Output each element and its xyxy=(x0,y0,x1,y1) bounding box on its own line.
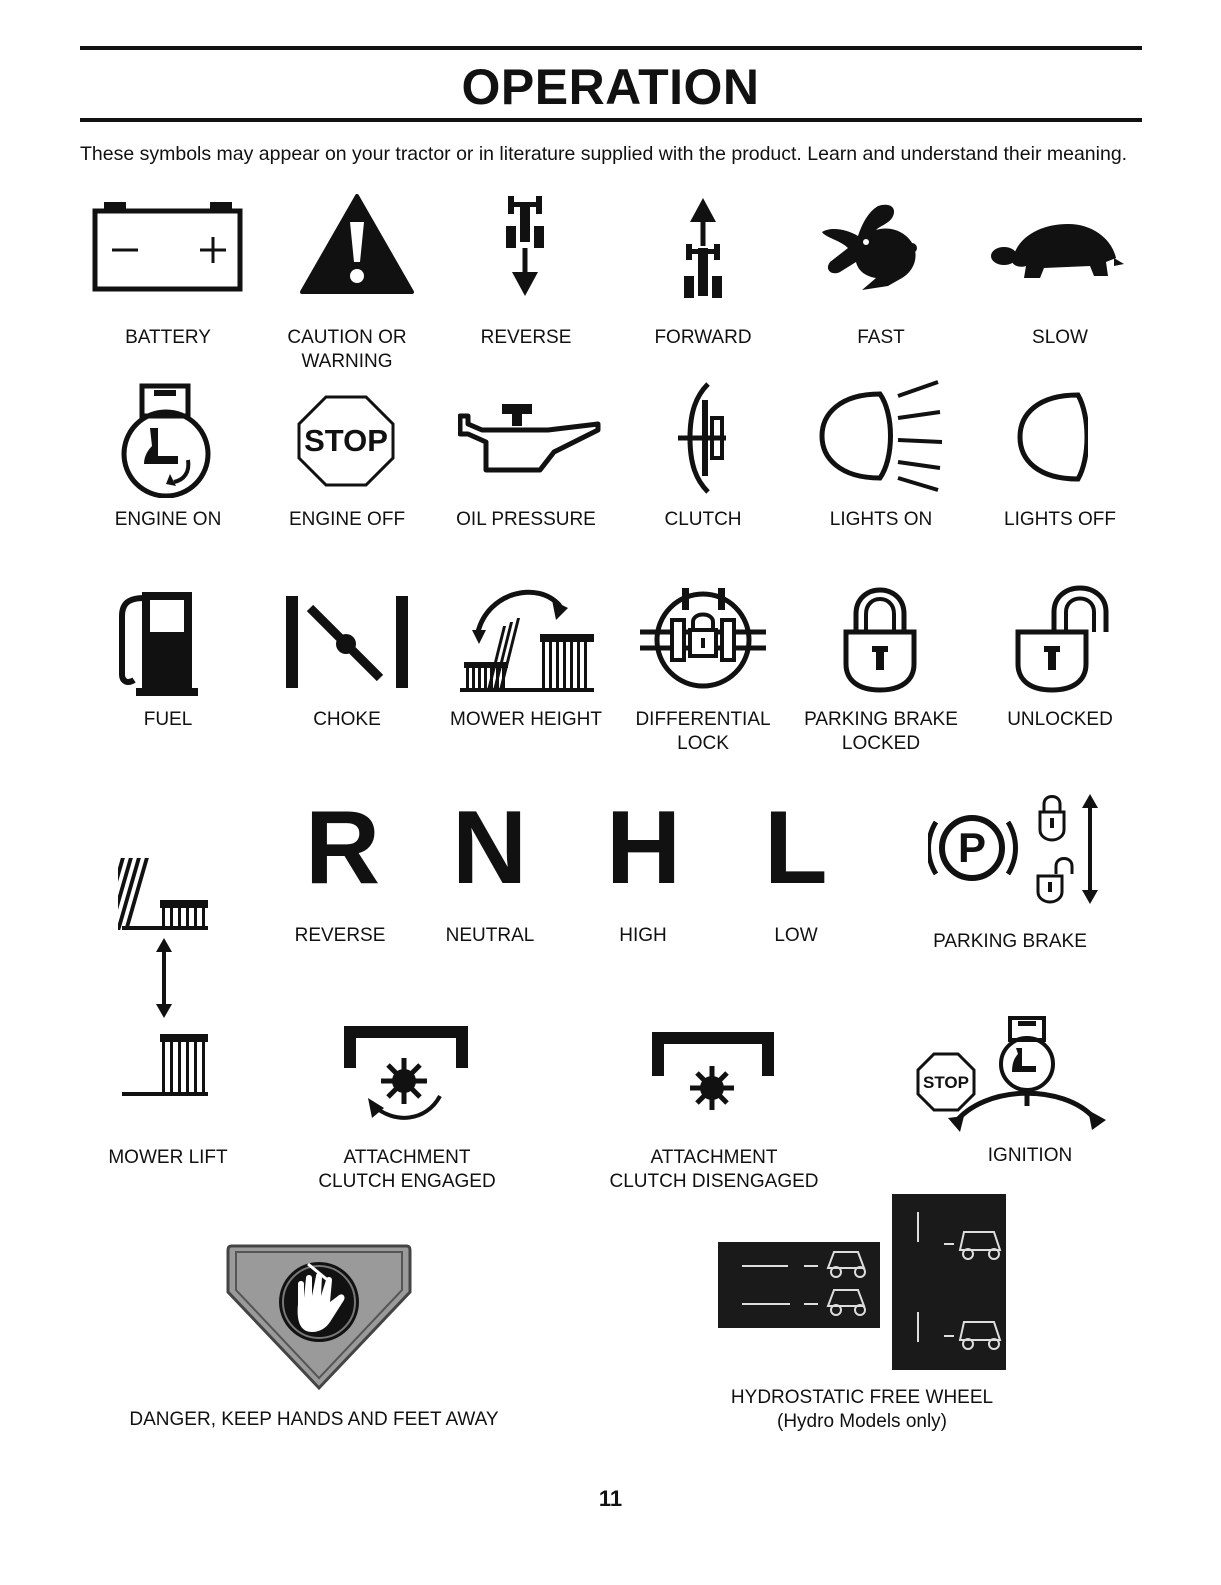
title-rule xyxy=(80,118,1142,122)
mower-height-icon xyxy=(456,582,596,694)
fast-label: FAST xyxy=(857,327,905,348)
fuel-pump-icon xyxy=(112,588,202,698)
danger-label: DANGER, KEEP HANDS AND FEET AWAY xyxy=(129,1409,499,1430)
reverse-direction-label: REVERSE xyxy=(480,327,572,348)
turtle-icon xyxy=(990,218,1126,284)
engine-off-label: ENGINE OFF xyxy=(288,509,406,530)
gear-l-letter: L xyxy=(764,790,828,906)
forward-label: FORWARD xyxy=(654,327,752,348)
caution-label: CAUTION OR WARNING xyxy=(287,327,407,372)
parking-brake-locked-label: PARKING BRAKE LOCKED xyxy=(804,709,958,754)
engine-on-icon xyxy=(114,380,218,498)
ignition-label: IGNITION xyxy=(987,1145,1073,1166)
rabbit-icon xyxy=(818,200,930,296)
mower-lift-icon xyxy=(118,854,214,1098)
stop-sign-text: STOP xyxy=(304,423,388,458)
oil-pressure-label: OIL PRESSURE xyxy=(456,509,596,530)
mower-height-label: MOWER HEIGHT xyxy=(450,709,602,730)
tractor-forward-arrow-icon xyxy=(678,196,728,302)
battery-icon xyxy=(92,200,244,294)
mower-lift-label: MOWER LIFT xyxy=(108,1147,228,1168)
clutch-icon xyxy=(674,382,730,494)
gear-h-letter: H xyxy=(606,790,682,906)
choke-icon xyxy=(282,594,412,690)
clutch-label: CLUTCH xyxy=(664,509,742,530)
ignition-icon xyxy=(914,1014,1108,1134)
lights-off-label: LIGHTS OFF xyxy=(1004,509,1116,530)
gear-r-letter: R xyxy=(305,790,381,906)
engine-on-label: ENGINE ON xyxy=(114,509,222,530)
hydro-label: HYDROSTATIC FREE WHEEL (Hydro Models only) xyxy=(730,1387,994,1432)
danger-hand-icon xyxy=(226,1242,412,1392)
choke-label: CHOKE xyxy=(313,709,381,730)
attachment-clutch-disengaged-icon xyxy=(652,1030,774,1112)
ignition-stop-text: STOP xyxy=(923,1073,969,1092)
gear-low-label: LOW xyxy=(774,925,818,946)
parking-brake-label: PARKING BRAKE xyxy=(933,931,1087,952)
hydrostatic-free-wheel-decal-icon xyxy=(718,1192,1008,1372)
page-title: OPERATION xyxy=(461,59,760,115)
differential-lock-icon xyxy=(638,584,768,694)
attachment-clutch-engaged-icon xyxy=(344,1024,468,1128)
tractor-reverse-arrow-icon xyxy=(500,192,550,300)
unlocked-label: UNLOCKED xyxy=(1007,709,1113,730)
gear-n-letter: N xyxy=(452,790,528,906)
stop-sign-icon xyxy=(296,394,396,488)
gear-high-label: HIGH xyxy=(619,925,667,946)
padlock-locked-icon xyxy=(842,584,918,694)
top-rule xyxy=(80,46,1142,50)
oil-can-icon xyxy=(458,402,602,474)
padlock-unlocked-icon xyxy=(1014,584,1110,694)
attachment-engaged-label: ATTACHMENT CLUTCH ENGAGED xyxy=(318,1147,496,1192)
slow-label: SLOW xyxy=(1032,327,1088,348)
headlight-on-icon xyxy=(818,376,946,496)
differential-lock-label: DIFFERENTIAL LOCK xyxy=(635,709,771,754)
parking-p-text: P xyxy=(957,824,987,871)
page-number: 11 xyxy=(598,1486,623,1511)
lights-on-label: LIGHTS ON xyxy=(829,509,933,530)
gear-neutral-label: NEUTRAL xyxy=(445,925,535,946)
warning-triangle-icon xyxy=(298,192,416,296)
battery-label: BATTERY xyxy=(125,327,211,348)
gear-reverse-label: REVERSE xyxy=(294,925,386,946)
parking-brake-icon xyxy=(928,790,1104,910)
headlight-off-icon xyxy=(1016,392,1088,482)
intro-text: These symbols may appear on your tractor or in literature supplied with the product. Learn and understand their meaning. xyxy=(80,143,1128,165)
attachment-disengaged-label: ATTACHMENT CLUTCH DISENGAGED xyxy=(609,1147,819,1192)
fuel-label: FUEL xyxy=(143,709,193,730)
